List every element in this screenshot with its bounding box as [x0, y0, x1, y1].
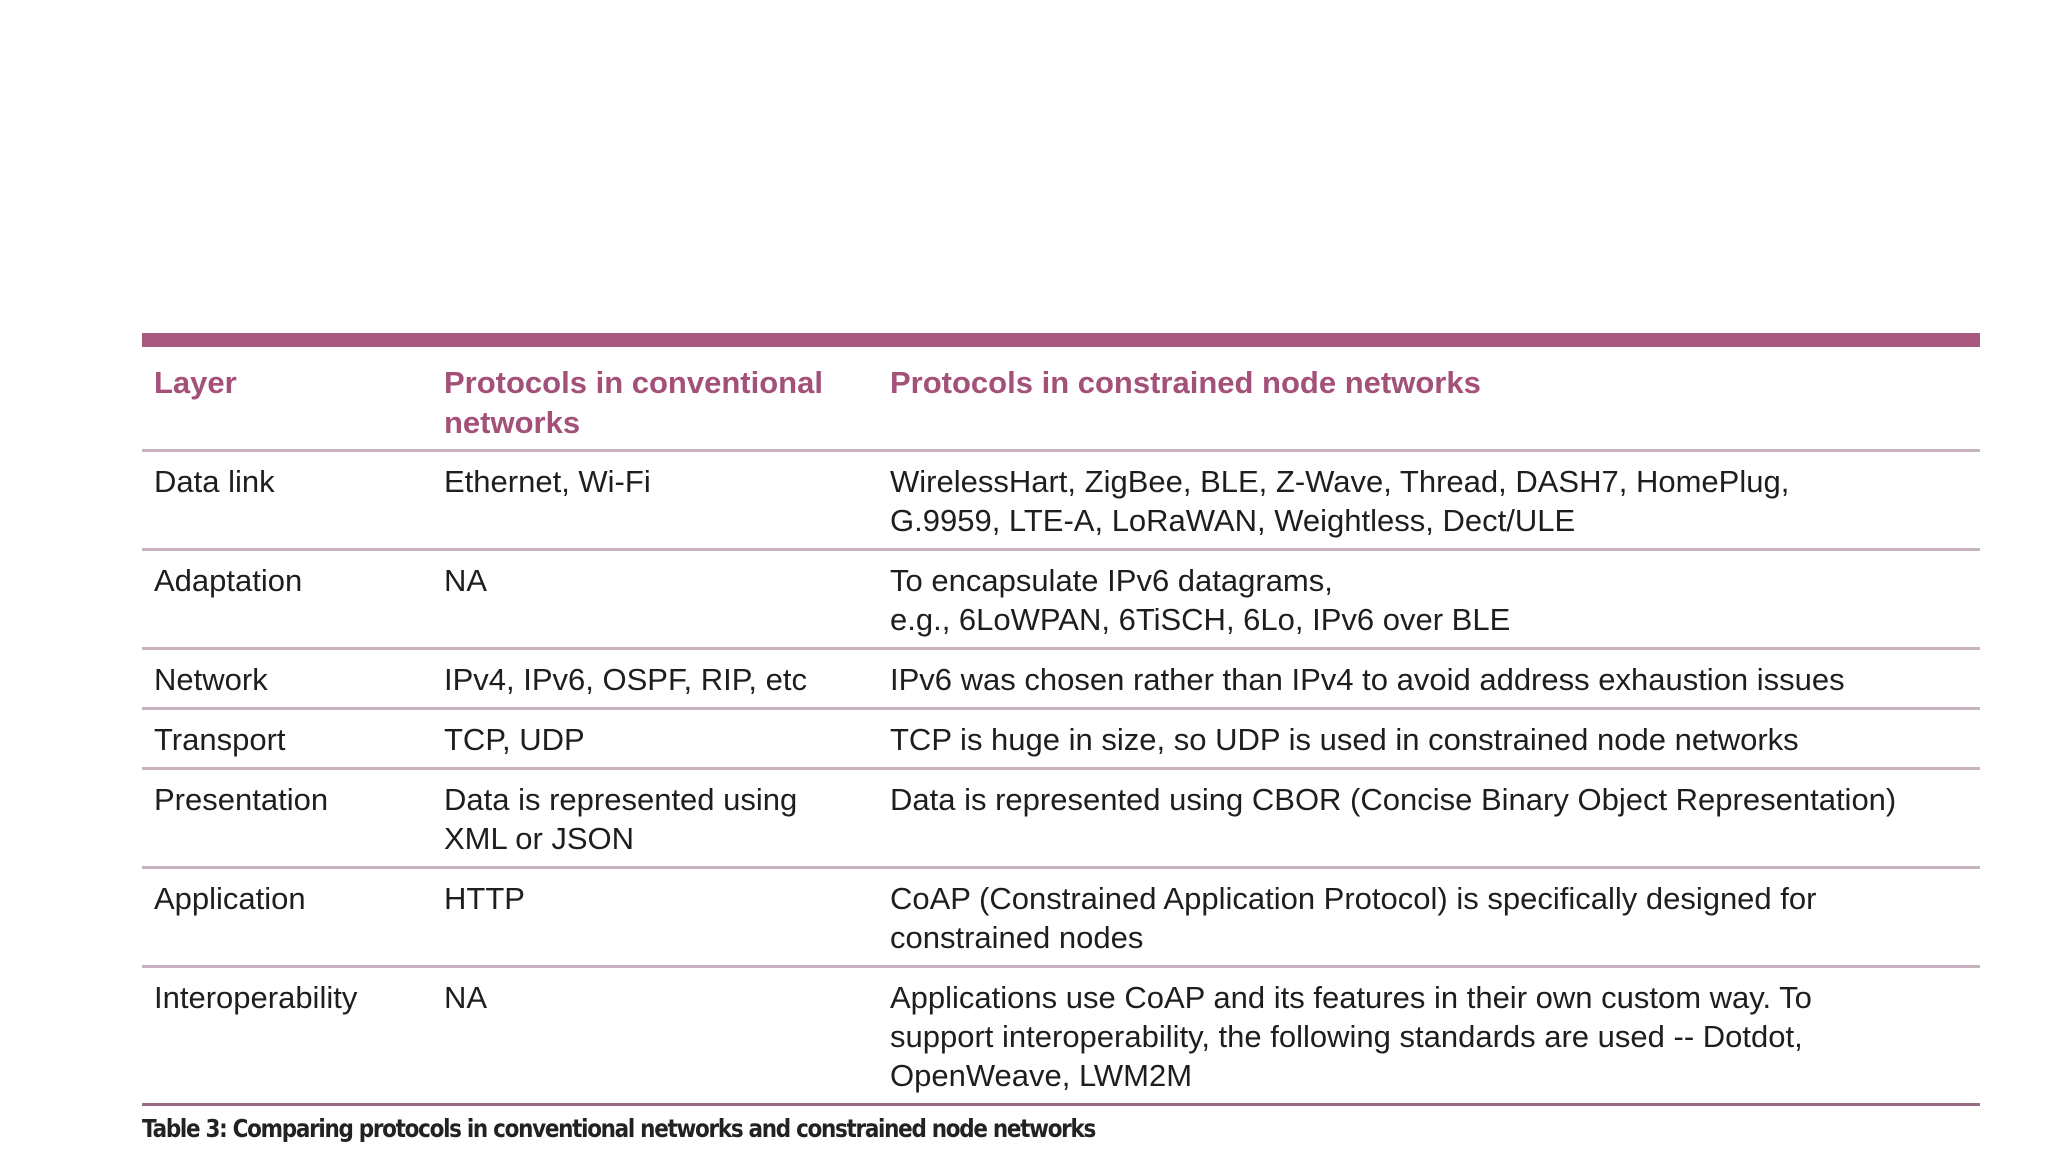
cell-constrained	[878, 709, 1980, 769]
cell-line: NA	[444, 563, 488, 598]
cell-line: To encapsulate IPv6 datagrams,	[890, 563, 1333, 598]
cell-line: support interoperability, the following standards are used -- Dotdot,	[890, 1019, 1803, 1054]
table-body	[142, 451, 1980, 1105]
cell-constrained	[878, 769, 1980, 868]
cell-line: HTTP	[444, 881, 525, 916]
cell-line: Applications use CoAP and its features in their own custom way. To	[890, 980, 1812, 1015]
cell-line: IPv4, IPv6, OSPF, RIP, etc	[444, 662, 807, 697]
cell-layer: Presentation	[142, 769, 432, 868]
cell-line: Data is represented using	[444, 782, 798, 817]
cell-layer: Transport	[142, 709, 432, 769]
header-layer: Layer	[142, 347, 432, 451]
table-caption: Table 3: Comparing protocols in conventional networks and constrained node networks	[142, 1114, 1096, 1143]
cell-line: CoAP (Constrained Application Protocol) is specifically designed for	[890, 881, 1817, 916]
cell-layer: Network	[142, 649, 432, 709]
cell-layer: Data link	[142, 451, 432, 550]
table-row	[142, 967, 1980, 1105]
cell-line: XML or JSON	[444, 821, 635, 856]
table-row	[142, 709, 1980, 769]
header-conventional: Protocols in conventional networks	[432, 347, 878, 451]
cell-conventional	[432, 451, 878, 550]
cell-layer: Adaptation	[142, 550, 432, 649]
cell-line: TCP is huge in size, so UDP is used in constrained node networks	[890, 722, 1799, 757]
table-row	[142, 550, 1980, 649]
cell-constrained	[878, 550, 1980, 649]
cell-conventional	[432, 868, 878, 967]
cell-constrained	[878, 967, 1980, 1105]
cell-layer: Interoperability	[142, 967, 432, 1105]
cell-line: Data is represented using CBOR (Concise Binary Object Representation)	[890, 782, 1897, 817]
table-top-rule	[142, 333, 1980, 347]
cell-layer: Application	[142, 868, 432, 967]
table-row	[142, 451, 1980, 550]
cell-line: IPv6 was chosen rather than IPv4 to avoid address exhaustion issues	[890, 662, 1845, 697]
cell-conventional	[432, 709, 878, 769]
table-header-row	[142, 347, 1980, 451]
cell-conventional	[432, 550, 878, 649]
protocol-comparison-table	[142, 347, 1980, 1106]
cell-constrained	[878, 451, 1980, 550]
header-constrained: Protocols in constrained node networks	[878, 347, 1980, 451]
protocol-comparison-figure	[142, 333, 1980, 1143]
cell-line: e.g., 6LoWPAN, 6TiSCH, 6Lo, IPv6 over BLE	[890, 602, 1511, 637]
table-row	[142, 649, 1980, 709]
cell-line: WirelessHart, ZigBee, BLE, Z-Wave, Thread, DASH7, HomePlug,	[890, 464, 1790, 499]
cell-line: TCP, UDP	[444, 722, 585, 757]
cell-line: Ethernet, Wi-Fi	[444, 464, 651, 499]
cell-conventional	[432, 967, 878, 1105]
cell-conventional	[432, 649, 878, 709]
cell-constrained	[878, 868, 1980, 967]
cell-line: G.9959, LTE-A, LoRaWAN, Weightless, Dect/ULE	[890, 503, 1576, 538]
cell-line: constrained nodes	[890, 920, 1144, 955]
cell-line: OpenWeave, LWM2M	[890, 1058, 1193, 1093]
cell-line: NA	[444, 980, 488, 1015]
cell-constrained	[878, 649, 1980, 709]
cell-conventional	[432, 769, 878, 868]
table-row	[142, 769, 1980, 868]
table-row	[142, 868, 1980, 967]
